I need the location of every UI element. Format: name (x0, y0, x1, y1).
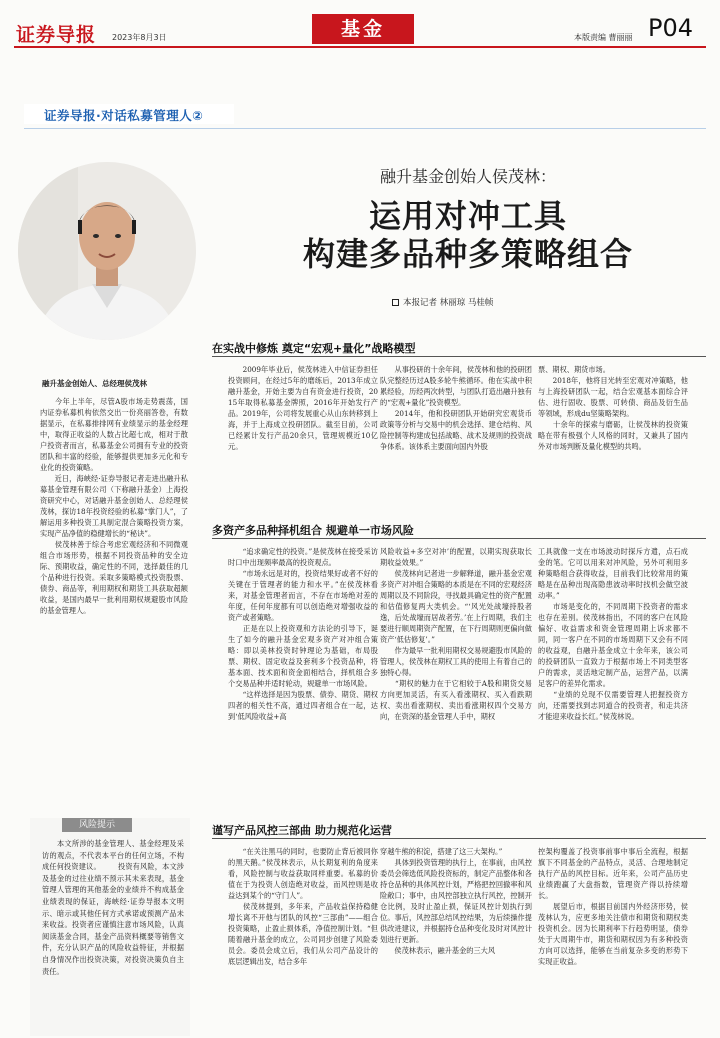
section-2-heading: 多资产多品种择机组合 规避单一市场风险 (212, 524, 414, 537)
section-1-column-2: 从事投研的十余年间，侯茂林和他的投研团队完整经历过A股多轮牛熊循环。他在实战中积累经验，历经两次转型，与团队打造出融升独有的“宏观+量化”投资模型。 2014年，他和投研团队开始研究宏观货币政策等分析与交易中的机会选择、建仓结构、风险控制等构建成包括战略、战术及规则的投资战争体系。该体系主要面向国内外股 (380, 365, 532, 451)
intro-column: 今年上半年，尽管A股市场走势震荡，国内证券私募机构依然交出一份亮丽答卷，有数据显示，在私募排排网有业绩显示的基金经理中，取得正收益的人数占比超七成，相对于散户投资者而言，私募基金公司拥有专业的投资团队和丰富的经验，能够提供更加多元化和专业化的投资策略。 近日，海峡经·证券导报记者走进出融升私募基金管理有限公司（下称融升基金）上海投资研究中心，对话融升基金创始人、总经理侯茂林，探访18年投资经验的私募“掌门人”，了解运用多种投资工具制定混合策略投资方案，实现产品净值的稳健增长的“秘诀”。 侯茂林善于综合考虑宏观经济和不同微观组合市场形势，根据不同投资品种的安全边际、预期收益，确定性的不同，选择最佳的几个品种进行投资。采取多策略模式投资股票、债券、商品等，利用期权和期货工具获取超额收益，是国内最早一批利用期权规避股市风险的基金管理人。 (40, 397, 188, 615)
section-2-column-2: 风险收益+多空对冲’的配置，以期实现获取长期收益效果。” 侯茂林向记者进一步解释道，融升基金宏观多资产对冲组合策略的本质是在不同的宏观经济周期以及不同阶段，寻找最具确定性的资产配置和估值修复两大类机会。“‘风光处战壕持股者逸，后处战壕而居战者劳。’在上行周期，我们主要进行顺周期资产配置，在下行周期则更偏向做资产‘低估修复’。” 作为最早一批利用期权交易规避股市风险的管理人，侯茂林在期权工具的使用上有着自己的独特心得。 “期权的魅力在于它相较于A股和期货交易方向更加灵活，有买入看涨期权、买入看跌期权、卖出看涨期权、卖出看涨期权四个交易方向，在资深的基金管理人手中，期权 (380, 547, 532, 721)
section-3-column-2: 穿越牛熊的积淀，搭建了这三大架构。” 具体到投资管理的执行上，在事前，由风控委员会筛选低风险投资标的，制定产品整体和各持仓品种的具体风控计划，严格把控回撤率和风险敞口；事中，由风控部独立执行风控，控制开仓比例，及时止盈止损，保证风控计划执行到位。事后，风控部总结风控结果，为后续操作提供改进建议，并根据持仓品种变化及时对风控计划进行更新。 侯茂林表示，融升基金的三大风 (380, 847, 532, 955)
section-3-column-3: 控架构覆盖了投资事前事中事后全流程，根据旗下不同基金的产品特点，灵活、合理地制定执行产品的风控目标。近年来，公司产品历史业绩跑赢了大盘指数，管理资产得以持续增长。 展望后市，根据目前国内外经济形势，侯茂林认为，应更多地关注债市和期货和期权类投资机会。因为长期利率下行趋势明显，债券处于大周期牛市，期货和期权因为有多种投资方向可以选择，能够在当前复杂多变的形势下实现正收益。 (538, 847, 688, 966)
masthead (0, 0, 720, 46)
section-label: 基金 (312, 14, 414, 44)
headline-kicker: 融升基金创始人侯茂林： (379, 167, 556, 186)
newspaper-brand: 证券导报 (16, 24, 97, 46)
headline-block (230, 158, 706, 273)
photo-caption: 融升基金创始人、总经理侯茂林 (42, 379, 147, 388)
portrait-photo (18, 162, 196, 368)
section-1-heading: 在实战中修炼 奠定“宏观+量化”战略模型 (212, 342, 416, 355)
section-3-column-1: “在关注黑马的同时，也要防止背后被同你的黑天鹅。”侯茂林表示，从长期复利的角度来看，风险控制与收益获取同样重要。私募的价值在于为投资人创造绝对收益，而风控则是收益达到某个的“守门人”。 侯茂林提到，多年来，产品收益保持稳健增长离不开他与团队的风控“三部曲”——组合投资策略，止盈止损体系，净值控制计划。“但随着融升基金的成立，公司同步创建了风险委员会。委员会成立后，我们从公司产品设计的底层逻辑出发，结合多年 (228, 847, 378, 966)
headline-title-line1: 运用对冲工具 (368, 197, 567, 235)
portrait-illustration (18, 162, 196, 340)
series-title: 证券导报·对话私募管理人② (44, 108, 204, 123)
series-divider (24, 128, 706, 129)
portrait-circle (18, 162, 196, 340)
headline-title-line2: 构建多品种多策略组合 (302, 235, 633, 273)
section-1-column-3: 票、期权、期货市场。 2018年，他将目光转至宏观对冲策略，他与上海投研团队一起，结合宏观基本面综合评估、进行固收、股票、可转债、商品及衍生品等领域，形成du坚策略架构。 十余年的探索与磨砺，让侯茂林的投资策略在带有极强个人风格的同时，又兼具了国内外对市场判断及量化模型的共鸣。 (538, 365, 688, 451)
section-2-column-3: 工具就像一支在市场波动时探斥方遣，点石成金的笔。它可以用来对冲风险，另外可利用多种策略组合获得收益，目前我们比较常用的策略是在品种出现高隐患波动率时找机会做空波动率。” 市场是变化的，不同周期下投资者的需求也存在差别。侯茂林指出，不同的客户在风险偏好、收益需求和资金管理周期上诉求都不同，同一客户在不同的市场周期下又会有不同的收益观，自融升基金成立十余年来，该公司的投研团队一直致力于根据市场上不同类型客户的需求，灵活地定制产品，运营产品，以满足客户的差异化需求。 “业绩的兑现不仅需要管理人把握投资方向，还需要找到志同道合的投资者，和走共济才能迎来收益长红。”侯茂林说。 (538, 547, 688, 721)
byline-text: 本报记者 林丽琼 马桂帧 (403, 298, 494, 308)
masthead-rule (14, 46, 706, 48)
byline-box-icon (392, 299, 399, 306)
section-2-column-1: “追求确定性的投资。”是侯茂林在接受采访时口中出现频率最高的投资观点。 “市场永远是对的，投资结果好或者不好的关键在于管理者的能力和水平。”在侯茂林看来，对基金管理者而言，不存在市场绝对差的年度，任何年度都有可以创造绝对增强收益的资产或者策略。 正是在以上投资观和方法论的引导下，诞生了如今的融升基金宏观多资产对冲组合策略：即以美林投资时钟理论为基础，布局股票、期权、固定收益及套利多个投资品种，将基本面、技术面和资金面相结合，择机组合多个交易品种并适时轮动，规避单一市场风险。 “这样选择是因为股票、债券、期货、期权四者的相关性不高，通过四者组合在一起，达到‘低风险收益+高 (228, 547, 378, 721)
risk-notice-text: 本文所涉的基金管理人、基金经理及采访的观点，不代表本平台的任何立场，不构成任何投资建议。 投资有风险，本文涉及基金的过往业绩不预示其未来表现，基金管理人管理的其他基金的业绩并不构成基金业绩表现的保证，海峡经·证券导报本文明示、暗示或其他任何方式承诺或预测产品未来收益。投资者应谨慎注意市场风险，认真阅读基金合同，基金产品资料概要等销售文件，充分认识产品的风险收益特征，并根据自身情况作出投资决策，对投资决策负自主责任。 (42, 839, 184, 976)
section-2-rule (212, 538, 706, 539)
risk-notice-tag: 风险提示 (62, 818, 132, 832)
section-3-rule (212, 838, 706, 839)
section-1-rule (212, 356, 706, 357)
page-editor: 本版责编 曹丽丽 (574, 33, 633, 42)
section-3-heading: 谨写产品风控三部曲 助力规范化运营 (212, 824, 392, 837)
issue-date: 2023年8月3日 (112, 33, 167, 42)
section-1-column-1: 2009年毕业后，侯茂林进入中信证券担任投资顾问，在经过5年的磨练后，2013年成立融升基金，开始主要为自有资金进行投资，2015年取得私募基金牌照，2016年开始发行产品。2019年，公司将发展重心从山东转移到上海，并于上海成立投研团队。截至目前，公司已经累计发行产品20余只，管理规模近10亿元。 (228, 365, 378, 451)
page-number: P04 (648, 14, 694, 42)
byline (392, 296, 493, 308)
